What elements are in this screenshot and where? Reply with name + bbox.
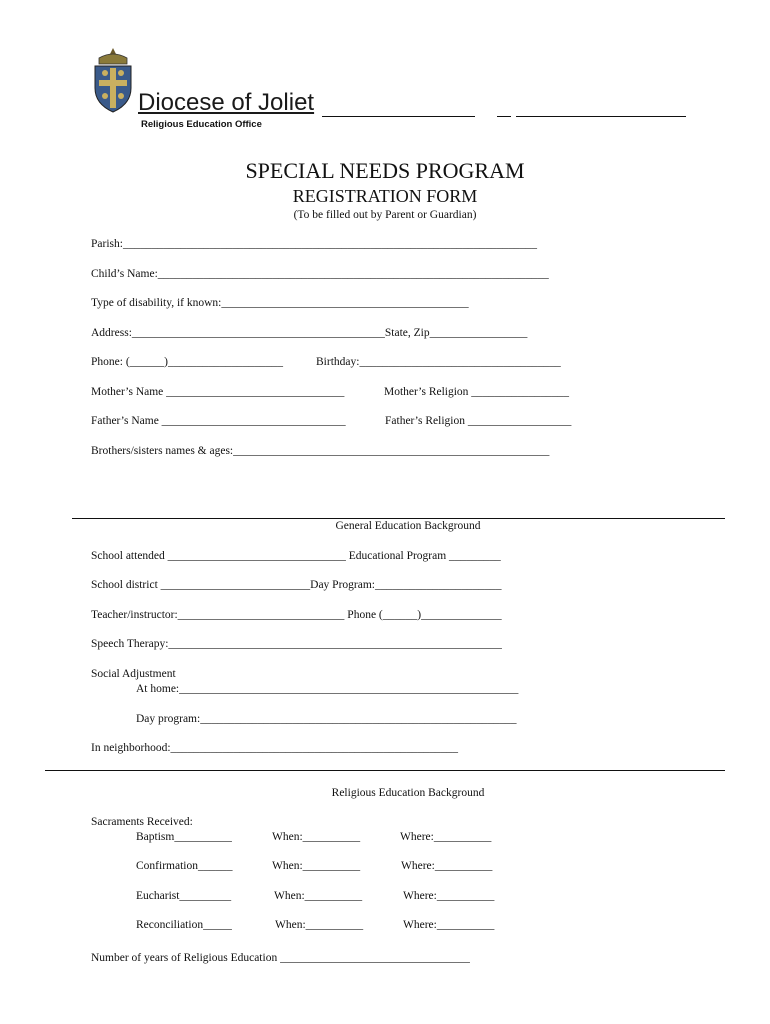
header-rule-2 [497,116,511,117]
confirmation-field[interactable]: Confirmation______ [136,860,233,872]
reconciliation-field[interactable]: Reconciliation_____ [136,919,232,931]
form-subtitle: REGISTRATION FORM [292,186,478,206]
office-subtitle: Religious Education Office [141,119,262,130]
section-divider-religious [45,770,725,771]
day-program-field[interactable]: Day program:_______________________________________________________ [136,713,517,725]
social-adjustment-label: Social Adjustment [91,668,176,680]
at-home-field[interactable]: At home:___________________________________________________________ [136,683,519,695]
birthday-field[interactable]: Birthday:___________________________________ [316,356,561,368]
speech-therapy-field[interactable]: Speech Therapy:__________________________________________________________ [91,638,502,650]
diocese-crest-icon [91,46,135,116]
eucharist-when-field[interactable]: When:__________ [274,890,363,902]
baptism-when-field[interactable]: When:__________ [272,831,361,843]
header-rule-3 [516,116,686,117]
reconciliation-when-field[interactable]: When:__________ [275,919,364,931]
school-district-field[interactable]: School district __________________________Day Program:______________________ [91,579,502,591]
header-rule-1 [322,116,475,117]
eucharist-field[interactable]: Eucharist_________ [136,890,232,902]
form-title: SPECIAL NEEDS PROGRAM [245,158,525,183]
baptism-where-field[interactable]: Where:__________ [400,831,492,843]
form-instructions: (To be filled out by Parent or Guardian) [293,209,477,221]
reconciliation-where-field[interactable]: Where:__________ [403,919,495,931]
confirmation-where-field[interactable]: Where:__________ [401,860,493,872]
school-attended-field[interactable]: School attended _______________________________ Educational Program _________ [91,550,501,562]
years-religious-education-field[interactable]: Number of years of Religious Education _________________________________ [91,952,470,964]
parish-field[interactable]: Parish:________________________________________________________________________ [91,238,537,250]
general-section-heading: General Education Background [335,520,481,532]
baptism-field[interactable]: Baptism__________ [136,831,232,843]
childs-name-field[interactable]: Child’s Name:____________________________________________________________________ [91,268,549,280]
fathers-religion-field[interactable]: Father’s Religion __________________ [385,415,572,427]
organization-name: Diocese of Joliet [138,89,315,116]
siblings-field[interactable]: Brothers/sisters names & ages:_______________________________________________________ [91,445,550,457]
neighborhood-field[interactable]: In neighborhood:__________________________________________________ [91,742,459,754]
mothers-religion-field[interactable]: Mother’s Religion _________________ [384,386,570,398]
fathers-name-field[interactable]: Father’s Name ________________________________ [91,415,346,427]
eucharist-where-field[interactable]: Where:__________ [403,890,495,902]
teacher-field[interactable]: Teacher/instructor:_____________________________ Phone (______)______________ [91,609,502,621]
phone-field[interactable]: Phone: (______)____________________ [91,356,283,368]
sacraments-label: Sacraments Received: [91,816,193,828]
section-divider-general [72,518,725,519]
confirmation-when-field[interactable]: When:__________ [272,860,361,872]
disability-field[interactable]: Type of disability, if known:___________________________________________ [91,297,469,309]
mothers-name-field[interactable]: Mother’s Name _______________________________ [91,386,345,398]
religious-section-heading: Religious Education Background [331,787,485,799]
address-field[interactable]: Address:____________________________________________State, Zip_________________ [91,327,528,339]
